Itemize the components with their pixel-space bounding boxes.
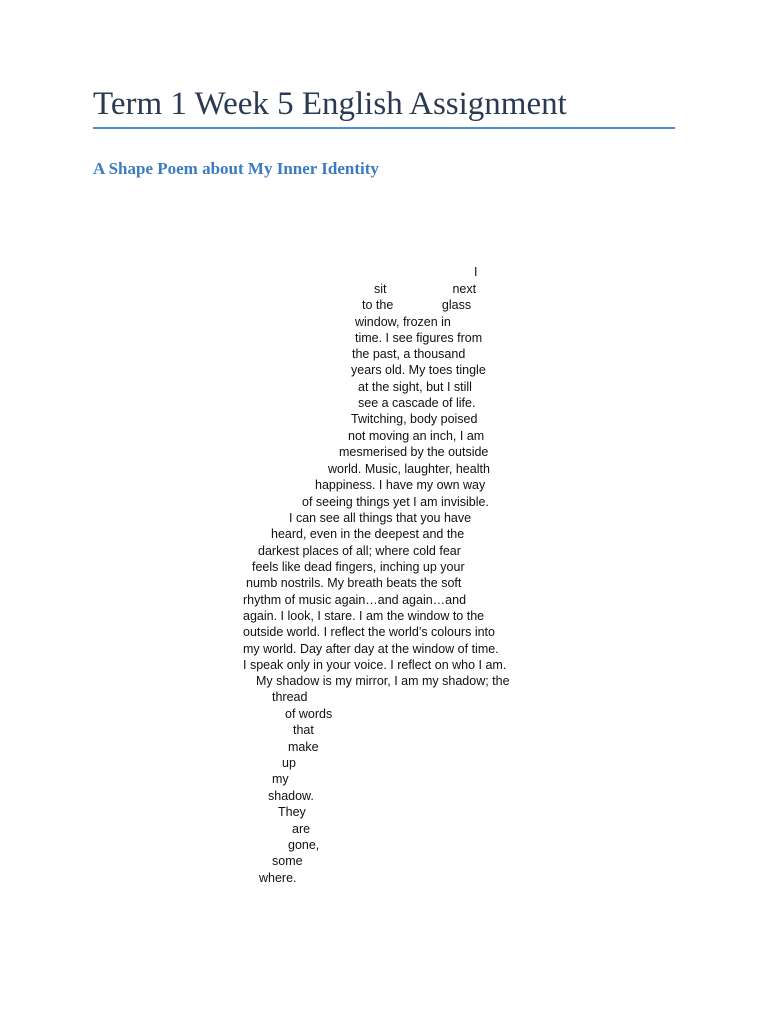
poem-line: world. Music, laughter, health: [328, 462, 490, 476]
poem-line: that: [293, 723, 314, 737]
poem-line: rhythm of music again…and again…and: [243, 593, 467, 607]
document-title: Term 1 Week 5 English Assignment: [93, 86, 567, 122]
poem-line: I speak only in your voice. I reflect on who I am.: [243, 658, 507, 672]
poem-line: not moving an inch, I am: [348, 429, 485, 443]
poem-line: years old. My toes tingle: [351, 363, 486, 377]
poem-line: I: [474, 265, 478, 279]
poem-line: up: [282, 756, 296, 770]
poem-line: the past, a thousand: [352, 347, 466, 361]
poem-line: make: [288, 740, 319, 754]
document-subtitle: A Shape Poem about My Inner Identity: [93, 159, 379, 178]
poem-line: my: [272, 772, 289, 786]
poem-line: time. I see figures from: [355, 331, 483, 345]
title-underline: [93, 127, 675, 129]
poem-line: mesmerised by the outside: [339, 445, 489, 459]
poem-line: outside world. I reflect the world’s colours into: [243, 625, 495, 639]
poem-line: at the sight, but I still: [358, 380, 472, 394]
poem-line: see a cascade of life.: [358, 396, 476, 410]
poem-line: shadow.: [268, 789, 314, 803]
poem-line: again. I look, I stare. I am the window to the: [243, 609, 485, 623]
poem-line: my world. Day after day at the window of time.: [243, 642, 499, 656]
poem-line: numb nostrils. My breath beats the soft: [246, 576, 462, 590]
poem-line: My shadow is my mirror, I am my shadow; the: [256, 674, 510, 688]
poem-line: thread: [272, 690, 308, 704]
poem-line: Twitching, body poised: [351, 412, 478, 426]
poem-line: sit next: [374, 282, 477, 296]
poem-line: of words: [285, 707, 333, 721]
poem-line: of seeing things yet I am invisible.: [302, 495, 489, 509]
poem-line: happiness. I have my own way: [315, 478, 486, 492]
poem-line: are: [292, 822, 311, 836]
poem-line: heard, even in the deepest and the: [271, 527, 465, 541]
poem-line: feels like dead fingers, inching up your: [252, 560, 465, 574]
poem-line: where.: [259, 871, 297, 885]
poem-line: gone,: [288, 838, 320, 852]
poem-line: window, frozen in: [355, 315, 451, 329]
poem-line: to the glass: [362, 298, 472, 312]
poem-line: darkest places of all; where cold fear: [258, 544, 461, 558]
poem-line: I can see all things that you have: [289, 511, 472, 525]
poem-line: some: [272, 854, 303, 868]
poem-line: They: [278, 805, 306, 819]
